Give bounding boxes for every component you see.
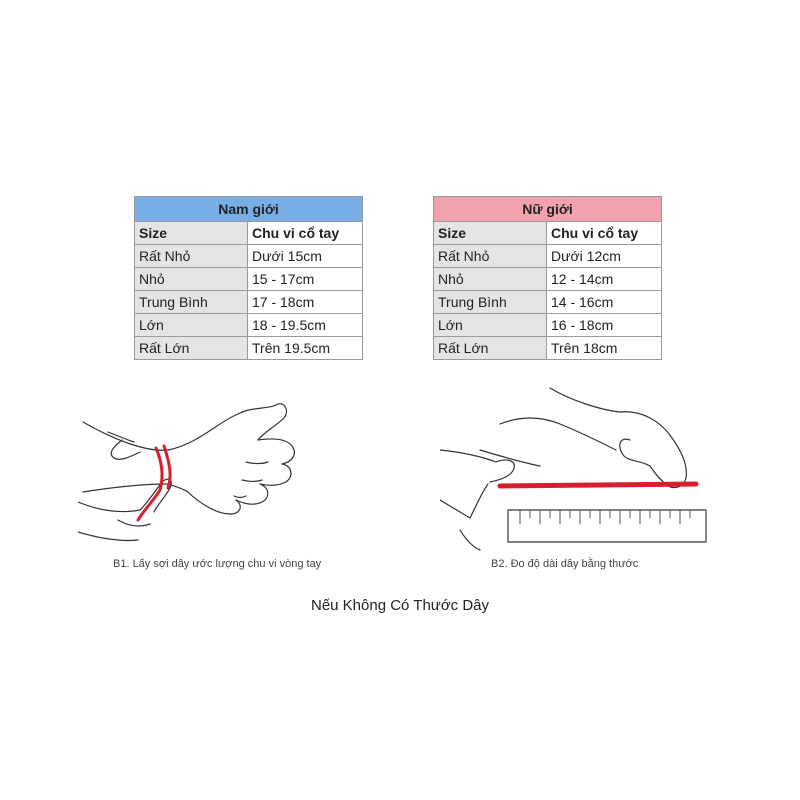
table-row bbox=[434, 314, 662, 337]
men-size-cell: Rất Nhỏ bbox=[135, 245, 248, 268]
men-circ-cell: 18 - 19.5cm bbox=[248, 314, 363, 337]
table-row bbox=[135, 245, 363, 268]
women-size-cell: Nhỏ bbox=[434, 268, 547, 291]
women-size-cell: Lớn bbox=[434, 314, 547, 337]
table-row bbox=[135, 291, 363, 314]
wrist-string-illustration bbox=[78, 392, 378, 552]
table-row bbox=[135, 268, 363, 291]
women-circ-cell: 14 - 16cm bbox=[547, 291, 662, 314]
women-header-size: Size bbox=[434, 222, 547, 245]
women-circ-cell: Dưới 12cm bbox=[547, 245, 662, 268]
women-circ-cell: 12 - 14cm bbox=[547, 268, 662, 291]
men-header-size: Size bbox=[135, 222, 248, 245]
men-size-cell: Nhỏ bbox=[135, 268, 248, 291]
ruler-measure-illustration bbox=[440, 380, 730, 552]
men-circ-cell: 15 - 17cm bbox=[248, 268, 363, 291]
footer-note: Nếu Không Có Thước Dây bbox=[310, 597, 490, 614]
men-table-title: Nam giới bbox=[135, 197, 363, 222]
men-size-cell: Rất Lớn bbox=[135, 337, 248, 360]
women-size-table bbox=[433, 196, 662, 360]
men-header-circ: Chu vi cổ tay bbox=[248, 222, 363, 245]
women-size-cell: Trung Bình bbox=[434, 291, 547, 314]
men-circ-cell: Dưới 15cm bbox=[248, 245, 363, 268]
women-table-title: Nữ giới bbox=[434, 197, 662, 222]
men-circ-cell: 17 - 18cm bbox=[248, 291, 363, 314]
table-row bbox=[434, 291, 662, 314]
step2-caption: B2. Đo độ dài dây bằng thước bbox=[491, 558, 639, 570]
women-size-cell: Rất Nhỏ bbox=[434, 245, 547, 268]
women-header-circ: Chu vi cổ tay bbox=[547, 222, 662, 245]
step1-caption: B1. Lấy sợi dây ước lượng chu vi vòng tay bbox=[113, 558, 322, 570]
men-size-table bbox=[134, 196, 363, 360]
men-size-cell: Trung Bình bbox=[135, 291, 248, 314]
table-row bbox=[434, 268, 662, 291]
women-circ-cell: 16 - 18cm bbox=[547, 314, 662, 337]
table-row bbox=[434, 245, 662, 268]
men-size-cell: Lớn bbox=[135, 314, 248, 337]
women-circ-cell: Trên 18cm bbox=[547, 337, 662, 360]
table-row bbox=[135, 337, 363, 360]
table-row bbox=[135, 314, 363, 337]
men-circ-cell: Trên 19.5cm bbox=[248, 337, 363, 360]
women-size-cell: Rất Lớn bbox=[434, 337, 547, 360]
table-row bbox=[434, 337, 662, 360]
